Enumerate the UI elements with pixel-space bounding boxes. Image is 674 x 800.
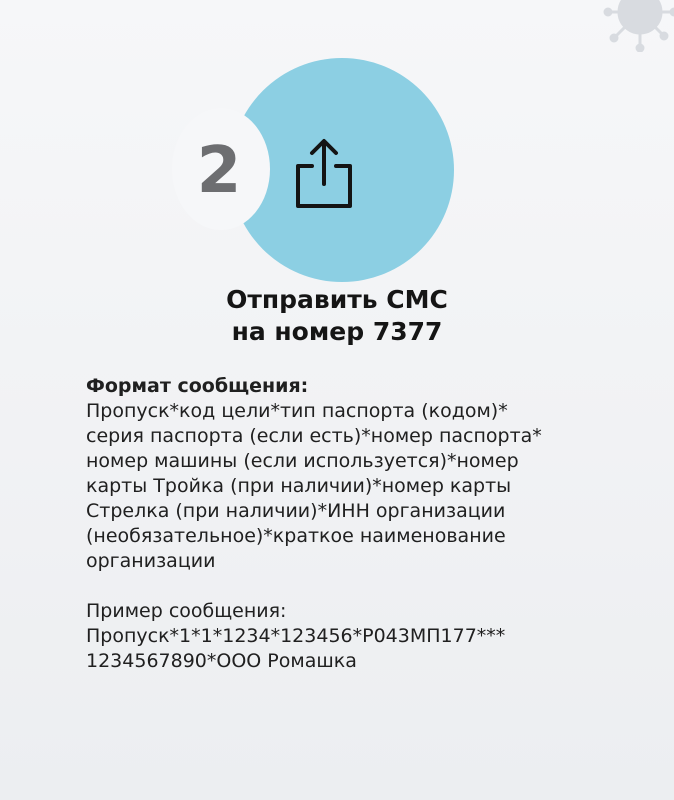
example-label: Пример сообщения: [86, 600, 287, 622]
format-line: Пропуск*код цели*тип паспорта (кодом)* [86, 400, 508, 422]
title [110, 284, 564, 348]
title-line-1: Отправить СМС [226, 285, 448, 314]
virus-icon [600, 0, 674, 52]
format-line: Стрелка (при наличии)*ИНН организации [86, 500, 506, 522]
step-number: 2 [196, 134, 242, 208]
format-line: номер машины (если используется)*номер [86, 450, 519, 472]
share-upload-icon [288, 136, 360, 212]
format-line: серия паспорта (если есть)*номер паспорта* [86, 425, 542, 447]
example-line: Пропуск*1*1*1234*123456*Р043МП177*** [86, 625, 506, 647]
example-line: 1234567890*ООО Ромашка [86, 650, 357, 672]
format-line: карты Тройка (при наличии)*номер карты [86, 475, 512, 497]
format-line: (необязательное)*краткое наименование [86, 525, 506, 547]
title-line-2: на номер 7377 [231, 317, 443, 346]
paragraph-gap [86, 574, 646, 599]
format-label: Формат сообщения: [86, 375, 309, 397]
message-instructions [86, 374, 646, 674]
format-line: организации [86, 550, 216, 572]
